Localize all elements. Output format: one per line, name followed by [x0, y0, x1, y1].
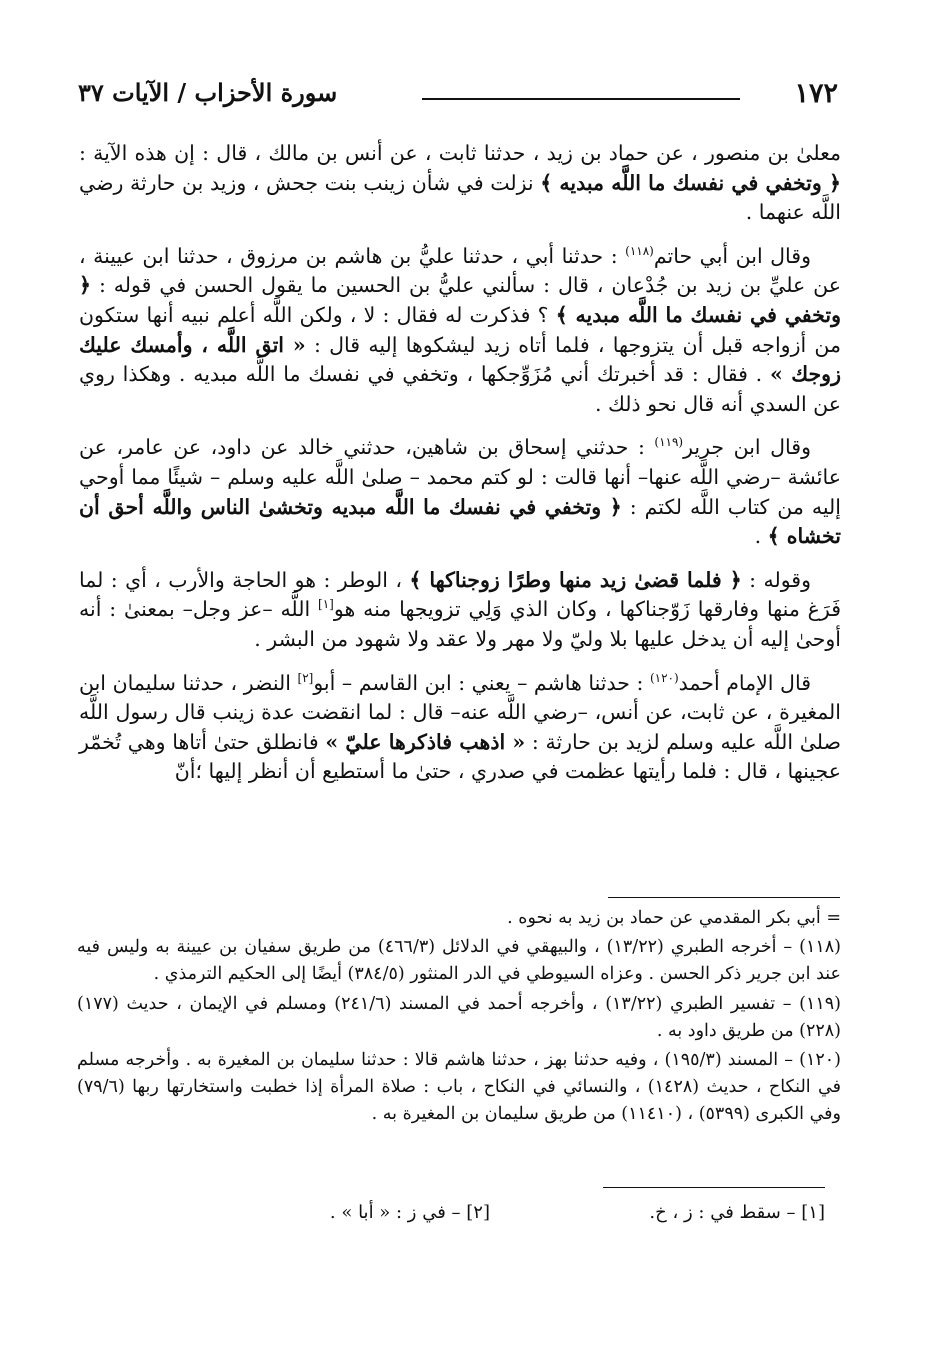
footnote-120: (١٢٠) – المسند (١٩٥/٣) ، وفيه حدثنا بهز ، حدثنا هاشم قالا : حدثنا سليمان بن المغيرة به . وأخرجه مسلم في النكاح ، حديث (١٤٢٨) ، والنسائي في النكاح ، باب : صلاة المرأة إذا خطبت واستخارتها ربها (٧٩/٦) وفي الكبرى (٥٣٩٩) ، (١١٤١٠) من طريق سليمان بن المغيرة به . [77, 1050, 841, 1125]
footnote-continuation: = أبي بكر المقدمي عن حماد بن زيد به نحوه . [507, 908, 841, 928]
text: وقوله : [741, 567, 812, 592]
quran-quote: ﴿ فلما قضىٰ زيد منها وطرًا زوجناكها ﴾ [409, 567, 742, 592]
text: ، الوطر : هو الحاجة والأرب ، أي : لما فَرَغ منها وفارقها زَوّجناكها ، وكان الذي وَلِي تزويجها منه هو [79, 567, 841, 622]
footnotes [77, 905, 841, 1131]
page-header [78, 78, 838, 114]
hadith-quote: « اتق اللَّه ، وأمسك عليك زوجك » [79, 332, 841, 387]
header-rule [422, 98, 740, 100]
text: . فقال : قد أخبرتك أني مُزَوِّجكها ، وتخفي في نفسك ما اللَّه مبديه . وهكذا روي عن السدي أنه قال نحو ذلك . [79, 362, 841, 416]
footnote-ref-118: (١١٨) [625, 243, 654, 258]
text: قال الإمام أحمد [678, 670, 811, 695]
quran-quote: ﴿ وتخفي في نفسك ما اللَّه مبديه ﴾ [540, 170, 842, 195]
text: وقال ابن جرير [683, 435, 811, 460]
quran-quote: ﴿ وتخفي في نفسك ما اللَّه مبديه وتخشىٰ الناس واللَّه أحق أن تخشاه ﴾ [79, 494, 841, 549]
text: : حدثنا هاشم – يعني : ابن القاسم – أبو [313, 670, 650, 695]
running-title: سورة الأحزاب / الآيات ٣٧ [78, 78, 338, 107]
hadith-quote: « اذهب فاذكرها عليّ » [325, 729, 526, 754]
text: : حدثنا أبي ، حدثنا عليُّ بن هاشم بن مرزوق ، حدثنا ابن عيينة ، عن عليِّ بن زيد بن جُدْعان ، قال : سألني عليُّ بن الحسين ما يقول الحسن في قوله : [79, 243, 841, 298]
text: : حدثني إسحاق بن شاهين، حدثني خالد عن داود، عن عامر، عن عائشة –رضي اللَّه عنها– أنها قالت : لو كتم محمد – صلىٰ اللَّه عليه وسلم – شيئًا مما أوحي إليه من كتاب اللَّه لكتم : [79, 435, 841, 519]
footnote-ref-120: (١٢٠) [649, 670, 679, 685]
text: اللَّه –عز وجل– بمعنىٰ : أنه أوحىٰ إليه أن يدخل عليها بلا وليّ ولا مهر ولا عقد ولا شهود من البشر . [79, 597, 841, 651]
paragraph-1 [79, 139, 841, 228]
edition-note-1: [١] – سقط في : ز ، خ. [649, 1202, 825, 1223]
text: ؟ فذكرت له فقال : لا ، ولكن اللَّه أعلم نبيه أنها ستكون من أزواجه قبل أن يتزوجها ، فلما أتاه زيد ليشكوها إليه قال : [79, 302, 842, 357]
footnote-119: (١١٩) – تفسير الطبري (١٣/٢٢) ، وأخرجه أحمد في المسند (٢٤١/٦) ومسلم في الإيمان ، حديث (١٧٧) (٢٢٨) من طريق داود به . [77, 993, 841, 1041]
paragraph-4 [79, 566, 841, 655]
quran-quote: ﴿ وتخفي في نفسك ما اللَّه مبديه ﴾ [79, 273, 841, 327]
text: وقال ابن أبي حاتم [653, 243, 811, 268]
page-number: ١٧٢ [794, 78, 838, 109]
footnote-ref-119: (١١٩) [654, 435, 684, 450]
text: معلىٰ بن منصور ، عن حماد بن زيد ، حدثنا ثابت ، عن أنس بن مالك ، قال : إن هذه الآية : [79, 141, 841, 165]
edition-note-2: [٢] – في ز : « أبا » . [329, 1202, 490, 1223]
paragraph-3 [79, 433, 841, 551]
edition-note-ref-1: [١] [318, 597, 334, 612]
text: نزلت في شأن زينب بنت جحش ، وزيد بن حارثة رضي اللَّه عنهما . [79, 170, 841, 225]
text: . [754, 524, 768, 549]
main-text [79, 139, 841, 801]
edition-notes [265, 1202, 825, 1232]
paragraph-5 [79, 669, 841, 787]
edition-note-ref-2: [٢] [297, 670, 314, 685]
text: النضر ، حدثنا سليمان ابن المغيرة ، عن ثابت، عن أنس، –رضي اللَّه عنه– قال : لما انقضت عدة زينب قال رسول اللَّه صلىٰ اللَّه عليه وسلم لزيد بن حارثة : [79, 670, 841, 754]
edition-notes-rule [603, 1187, 825, 1188]
footnote-rule [608, 897, 840, 898]
footnote-118: (١١٨) – أخرجه الطبري (١٣/٢٢) ، والبيهقي في الدلائل (٤٦٦/٣) من طريق سفيان بن عيينة به وليس فيه عند ابن جرير ذكر الحسن . وعزاه السيوطي في الدر المنثور (٣٨٤/٥) أيضًا إلى الحكيم الترمذي . [77, 937, 841, 985]
text: فانطلق حتىٰ أتاها وهي تُخمّر عجينها ، قال : فلما رأيتها عظمت في صدري ، حتىٰ ما أستطيع أن أنظر إليها ؛أنّ [79, 729, 841, 784]
paragraph-2 [79, 242, 841, 420]
